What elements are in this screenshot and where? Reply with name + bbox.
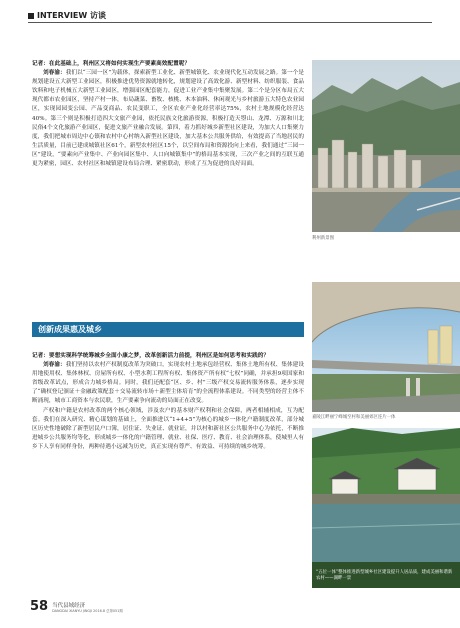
intro-paragraph: 我们以“三园一区”为载体，探索新型工业化、新型城镇化、农业现代化互动发展之路。第一个是规划建设五大新型工业园区，积极推进优势资源就地转化，规划建设了高效化游、新型材料、纺织服装、食品饮料和电子机械五大新型工业园区，增强园区配套能力，促进工业产业集中集聚发展。第二个是分区布局五大现代都市农业园区，坚持产村一体，布局蔬菜、畜牧、核桃、木本油料、休闲观光与乡村旅游五大特色农业园区，实现园园变公园、产品变商品、农民变职工，全区农业产业化经营率达75%，农村土地规模化经营达40%。第三个则是积极打造四大文旅产业园，依托民族文化旅游资源，积极打造天曌山、龙潭、万源和川北民俗4个文化旅游产业园区，促进文旅产业融合发展。第四，着力抓好城乡新型社区建设，为加大人口集聚力度，我们把城市周边中心镇和农村中心村纳入新型社区建设，加大基本公共服务供给，有效提高了当地居民的生活质量，目前已建成城镇社区61个，新型农村社区15个，以空间布局和资源投向上来看，我们通过“三园一区”建设，“要素向产业集中、产业向园区集中、人口向城镇集中”的格局基本实现，三次产业之间的互联互通更为紧密，园区、农村社区和城镇建设布局合理、紧密联动，形成了互为促进的良好局面。 [32, 70, 304, 168]
section-banner-title: 创新成果惠及城乡 [38, 325, 102, 334]
magazine-name: 当代县域经济 [52, 603, 86, 609]
footer-magazine-block [52, 603, 123, 613]
answer-name: 刘春渝： [43, 70, 66, 77]
section2-paragraph-2: 产权和户籍是农村改革的两个核心领域，涉及农户的基本财产权利和社会保障，两者相辅相成，互为配套。我们在深入研究、精心谋划的基础上，全面推进以“1+4+5”为核心的城乡一体化户籍制度改革，部分城区历史性地破除了新型居民户口簿，居住证、失业证、就业证，并以村和新社区公共服务中心为依托，不断推进城乡公共服务均等化，形成城乡一体化的户籍管理、就业、社保、医疗、教育、社会治理体系，使城里人有乡下人享有同样身份，两种待遇小远减为历史，真正实现有尊严、有效益、可持续的城乡统筹。 [32, 407, 304, 450]
section2-paragraph-1: 我们坚持以农村产权制度改革为突破口，实现农村土地承包经营权、集体土地所有权、集体建设用地使用权、集体林权、房屋所有权、小型水利工程所有权、集体资产所有权“七权”同确，并承担9项国家和省级改革试点，形成合力城乡格局。同时，我们还配套“区、乡、村”三级产权交易流转服务体系，逐步实现了“确权登记颁证＋金融政策配套＋交易流转市场＋新型主体培育”的全流程体系建设。不同类型的经营主体不断涌现，城市工商资本与农民联，生产要素争向流动的局面正在改变。 [32, 362, 304, 405]
header-rule [28, 22, 432, 23]
intro-question: 记者：在此基础上，利州区又将如何实现生产要素高效配置呢？ [32, 61, 191, 67]
city-photo [312, 60, 460, 232]
section-label: INTERVIEW 访谈 [37, 11, 106, 20]
middle-photo-caption: 嘉陵江畔丽宁峰城至村和美丽郊区连片一体 [312, 415, 396, 420]
bridge-photo [312, 282, 460, 412]
intro-answer [32, 69, 304, 169]
bottom-photo-caption: “五位一体”整体推进新型城乡社区建设提升人居品质，建成美丽和谐新农村——湖畔一景 [316, 570, 453, 581]
section-header [28, 10, 106, 21]
intro-column [32, 60, 304, 169]
answer-name: 刘春渝： [43, 362, 66, 369]
section-banner [32, 322, 304, 337]
header-square-icon [28, 13, 34, 19]
top-photo-caption: 利州新景图 [312, 236, 334, 241]
section2-question: 记者：要想实现科学统筹城乡全面小康之梦，改革创新活力前提，利州区是如何思考和实践的？ [32, 353, 270, 359]
page-number: 58 [30, 599, 49, 614]
village-photo [312, 428, 460, 588]
magazine-issue: DANGDAI XIANYU JINGJI 2016.8 总第051期 [52, 609, 123, 613]
section2-column [32, 352, 304, 452]
page-footer [30, 600, 123, 613]
section2-answer [32, 361, 304, 406]
